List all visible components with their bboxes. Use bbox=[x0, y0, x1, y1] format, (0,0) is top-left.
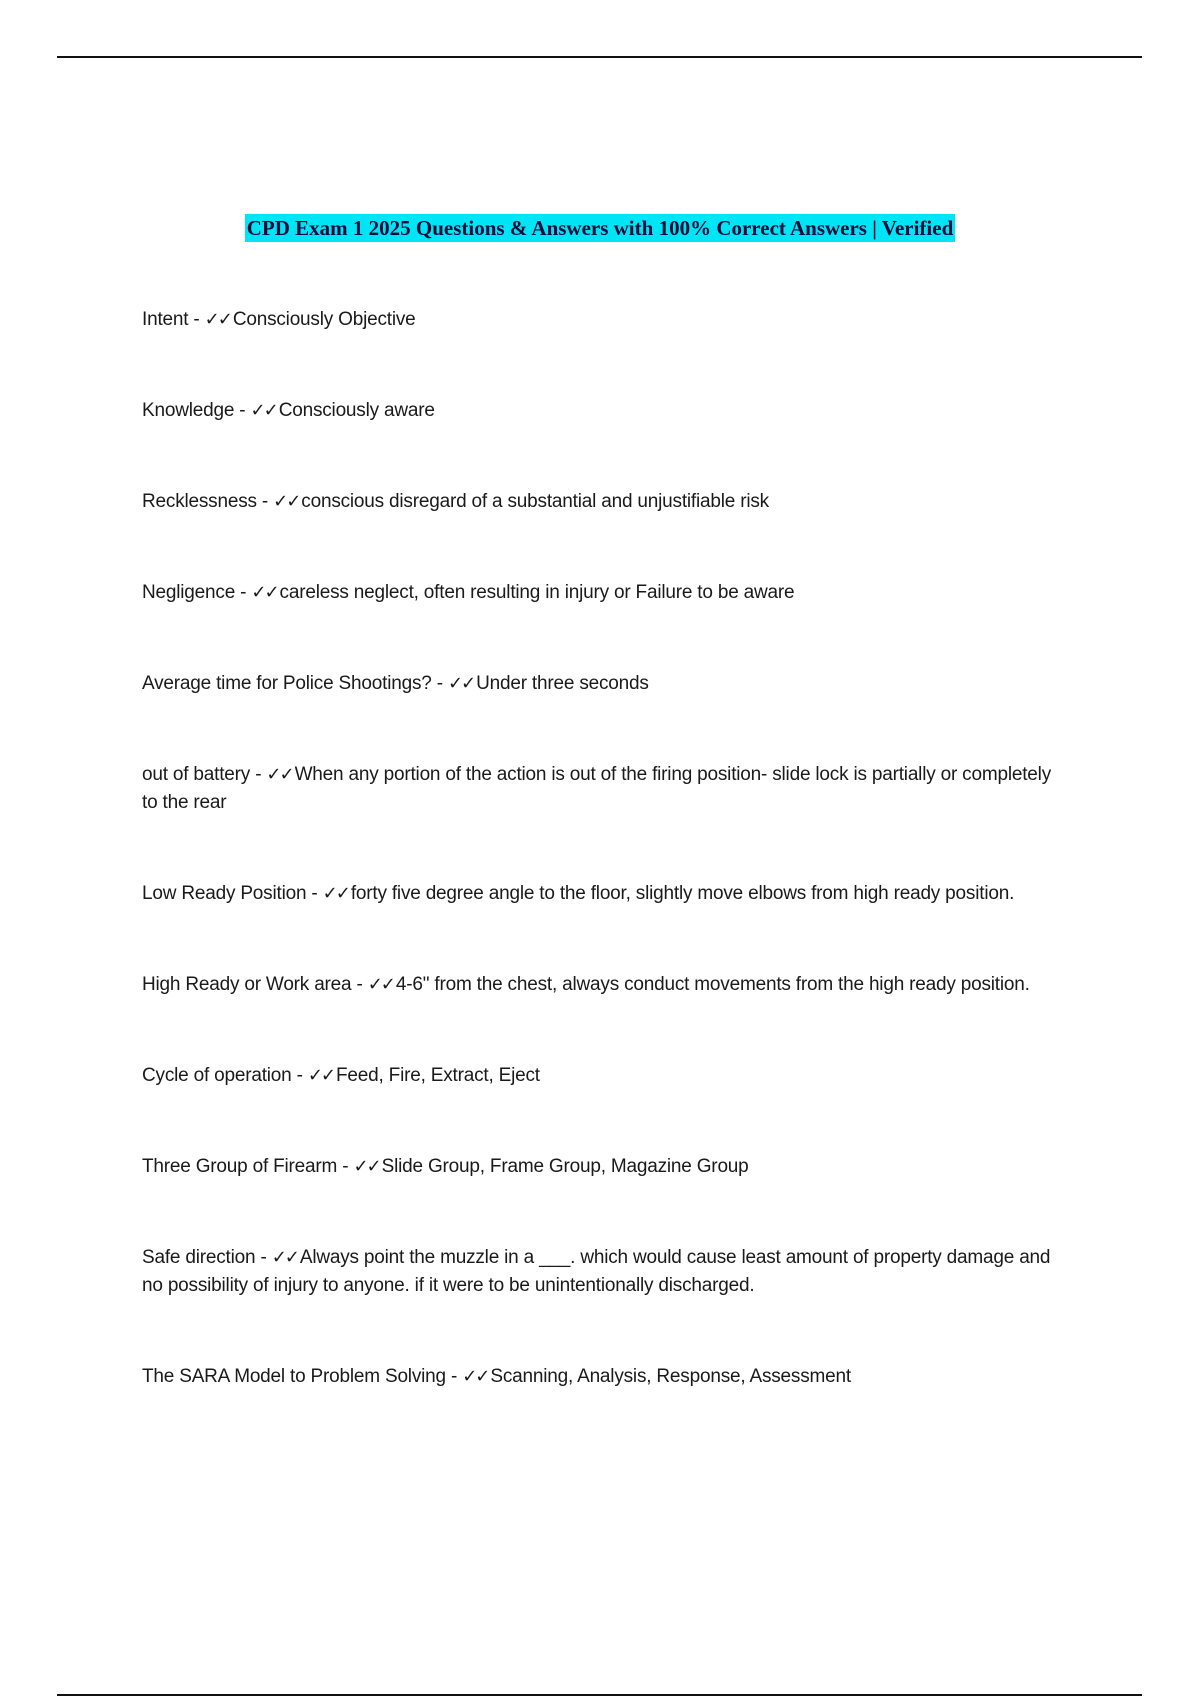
qa-answer: When any portion of the action is out of the firing position- slide lock is partially or completely to the rear bbox=[142, 764, 1051, 813]
double-check-icon: ✓✓ bbox=[447, 673, 475, 694]
qa-answer: forty five degree angle to the floor, slightly move elbows from high ready position. bbox=[350, 883, 1015, 904]
qa-separator: - bbox=[291, 1065, 308, 1086]
qa-answer: Slide Group, Frame Group, Magazine Group bbox=[381, 1156, 749, 1177]
title-block bbox=[0, 214, 1200, 242]
qa-term: Recklessness bbox=[142, 491, 257, 512]
qa-term: Cycle of operation bbox=[142, 1065, 292, 1086]
double-check-icon: ✓✓ bbox=[367, 974, 394, 995]
qa-item bbox=[142, 1153, 1062, 1181]
qa-item bbox=[142, 306, 1062, 334]
double-check-icon: ✓✓ bbox=[322, 883, 349, 904]
qa-answer: 4-6" from the chest, always conduct movements from the high ready position. bbox=[395, 974, 1030, 995]
double-check-icon: ✓✓ bbox=[462, 1366, 489, 1387]
double-check-icon: ✓✓ bbox=[307, 1065, 335, 1086]
qa-answer: Scanning, Analysis, Response, Assessment bbox=[490, 1366, 851, 1387]
qa-answer: Consciously aware bbox=[278, 400, 435, 421]
qa-separator: - bbox=[431, 673, 448, 694]
qa-separator: - bbox=[351, 974, 368, 995]
qa-term: Safe direction bbox=[142, 1247, 256, 1268]
qa-term: Three Group of Firearm bbox=[142, 1156, 338, 1177]
bottom-divider bbox=[57, 1694, 1142, 1696]
qa-term: Intent bbox=[142, 309, 189, 330]
qa-answer: careless neglect, often resulting in injury or Failure to be aware bbox=[279, 582, 795, 603]
qa-answer: conscious disregard of a substantial and unjustifiable risk bbox=[301, 491, 769, 512]
qa-item bbox=[142, 397, 1062, 425]
double-check-icon: ✓✓ bbox=[266, 764, 293, 785]
qa-separator: - bbox=[306, 883, 323, 904]
qa-separator: - bbox=[250, 764, 267, 785]
qa-separator: - bbox=[235, 582, 252, 603]
double-check-icon: ✓✓ bbox=[204, 309, 231, 330]
qa-item bbox=[142, 488, 1062, 516]
qa-separator: - bbox=[188, 309, 205, 330]
qa-item bbox=[142, 579, 1062, 607]
qa-item bbox=[142, 1244, 1062, 1300]
qa-separator: - bbox=[255, 1247, 272, 1268]
qa-item bbox=[142, 670, 1062, 698]
double-check-icon: ✓✓ bbox=[353, 1156, 380, 1177]
qa-separator: - bbox=[445, 1366, 463, 1387]
qa-term: Negligence bbox=[142, 582, 236, 603]
qa-term: Average time for Police Shootings? bbox=[142, 673, 432, 694]
qa-separator: - bbox=[256, 491, 274, 512]
top-divider bbox=[57, 56, 1142, 58]
qa-item bbox=[142, 880, 1062, 908]
qa-answer: Always point the muzzle in a ___. which would cause least amount of property damage and no possibility of injury to anyone. if it were to be unintentionally discharged. bbox=[142, 1247, 1051, 1296]
qa-list bbox=[142, 306, 1062, 1391]
qa-term: Low Ready Position bbox=[142, 883, 307, 904]
qa-answer: Feed, Fire, Extract, Eject bbox=[336, 1065, 540, 1086]
qa-item bbox=[142, 971, 1062, 999]
qa-term: out of battery bbox=[142, 764, 251, 785]
qa-item bbox=[142, 761, 1062, 817]
qa-answer: Under three seconds bbox=[476, 673, 649, 694]
qa-term: Knowledge bbox=[142, 400, 235, 421]
double-check-icon: ✓✓ bbox=[251, 582, 278, 603]
qa-term: High Ready or Work area bbox=[142, 974, 352, 995]
page-title: CPD Exam 1 2025 Questions & Answers with 100% Correct Answers | Verified bbox=[246, 216, 954, 240]
qa-separator: - bbox=[234, 400, 251, 421]
qa-item bbox=[142, 1363, 1062, 1391]
double-check-icon: ✓✓ bbox=[271, 1247, 298, 1268]
double-check-icon: ✓✓ bbox=[273, 491, 300, 512]
qa-separator: - bbox=[337, 1156, 354, 1177]
qa-term: The SARA Model to Problem Solving bbox=[142, 1366, 446, 1387]
double-check-icon: ✓✓ bbox=[250, 400, 277, 421]
qa-item bbox=[142, 1062, 1062, 1090]
qa-answer: Consciously Objective bbox=[232, 309, 416, 330]
